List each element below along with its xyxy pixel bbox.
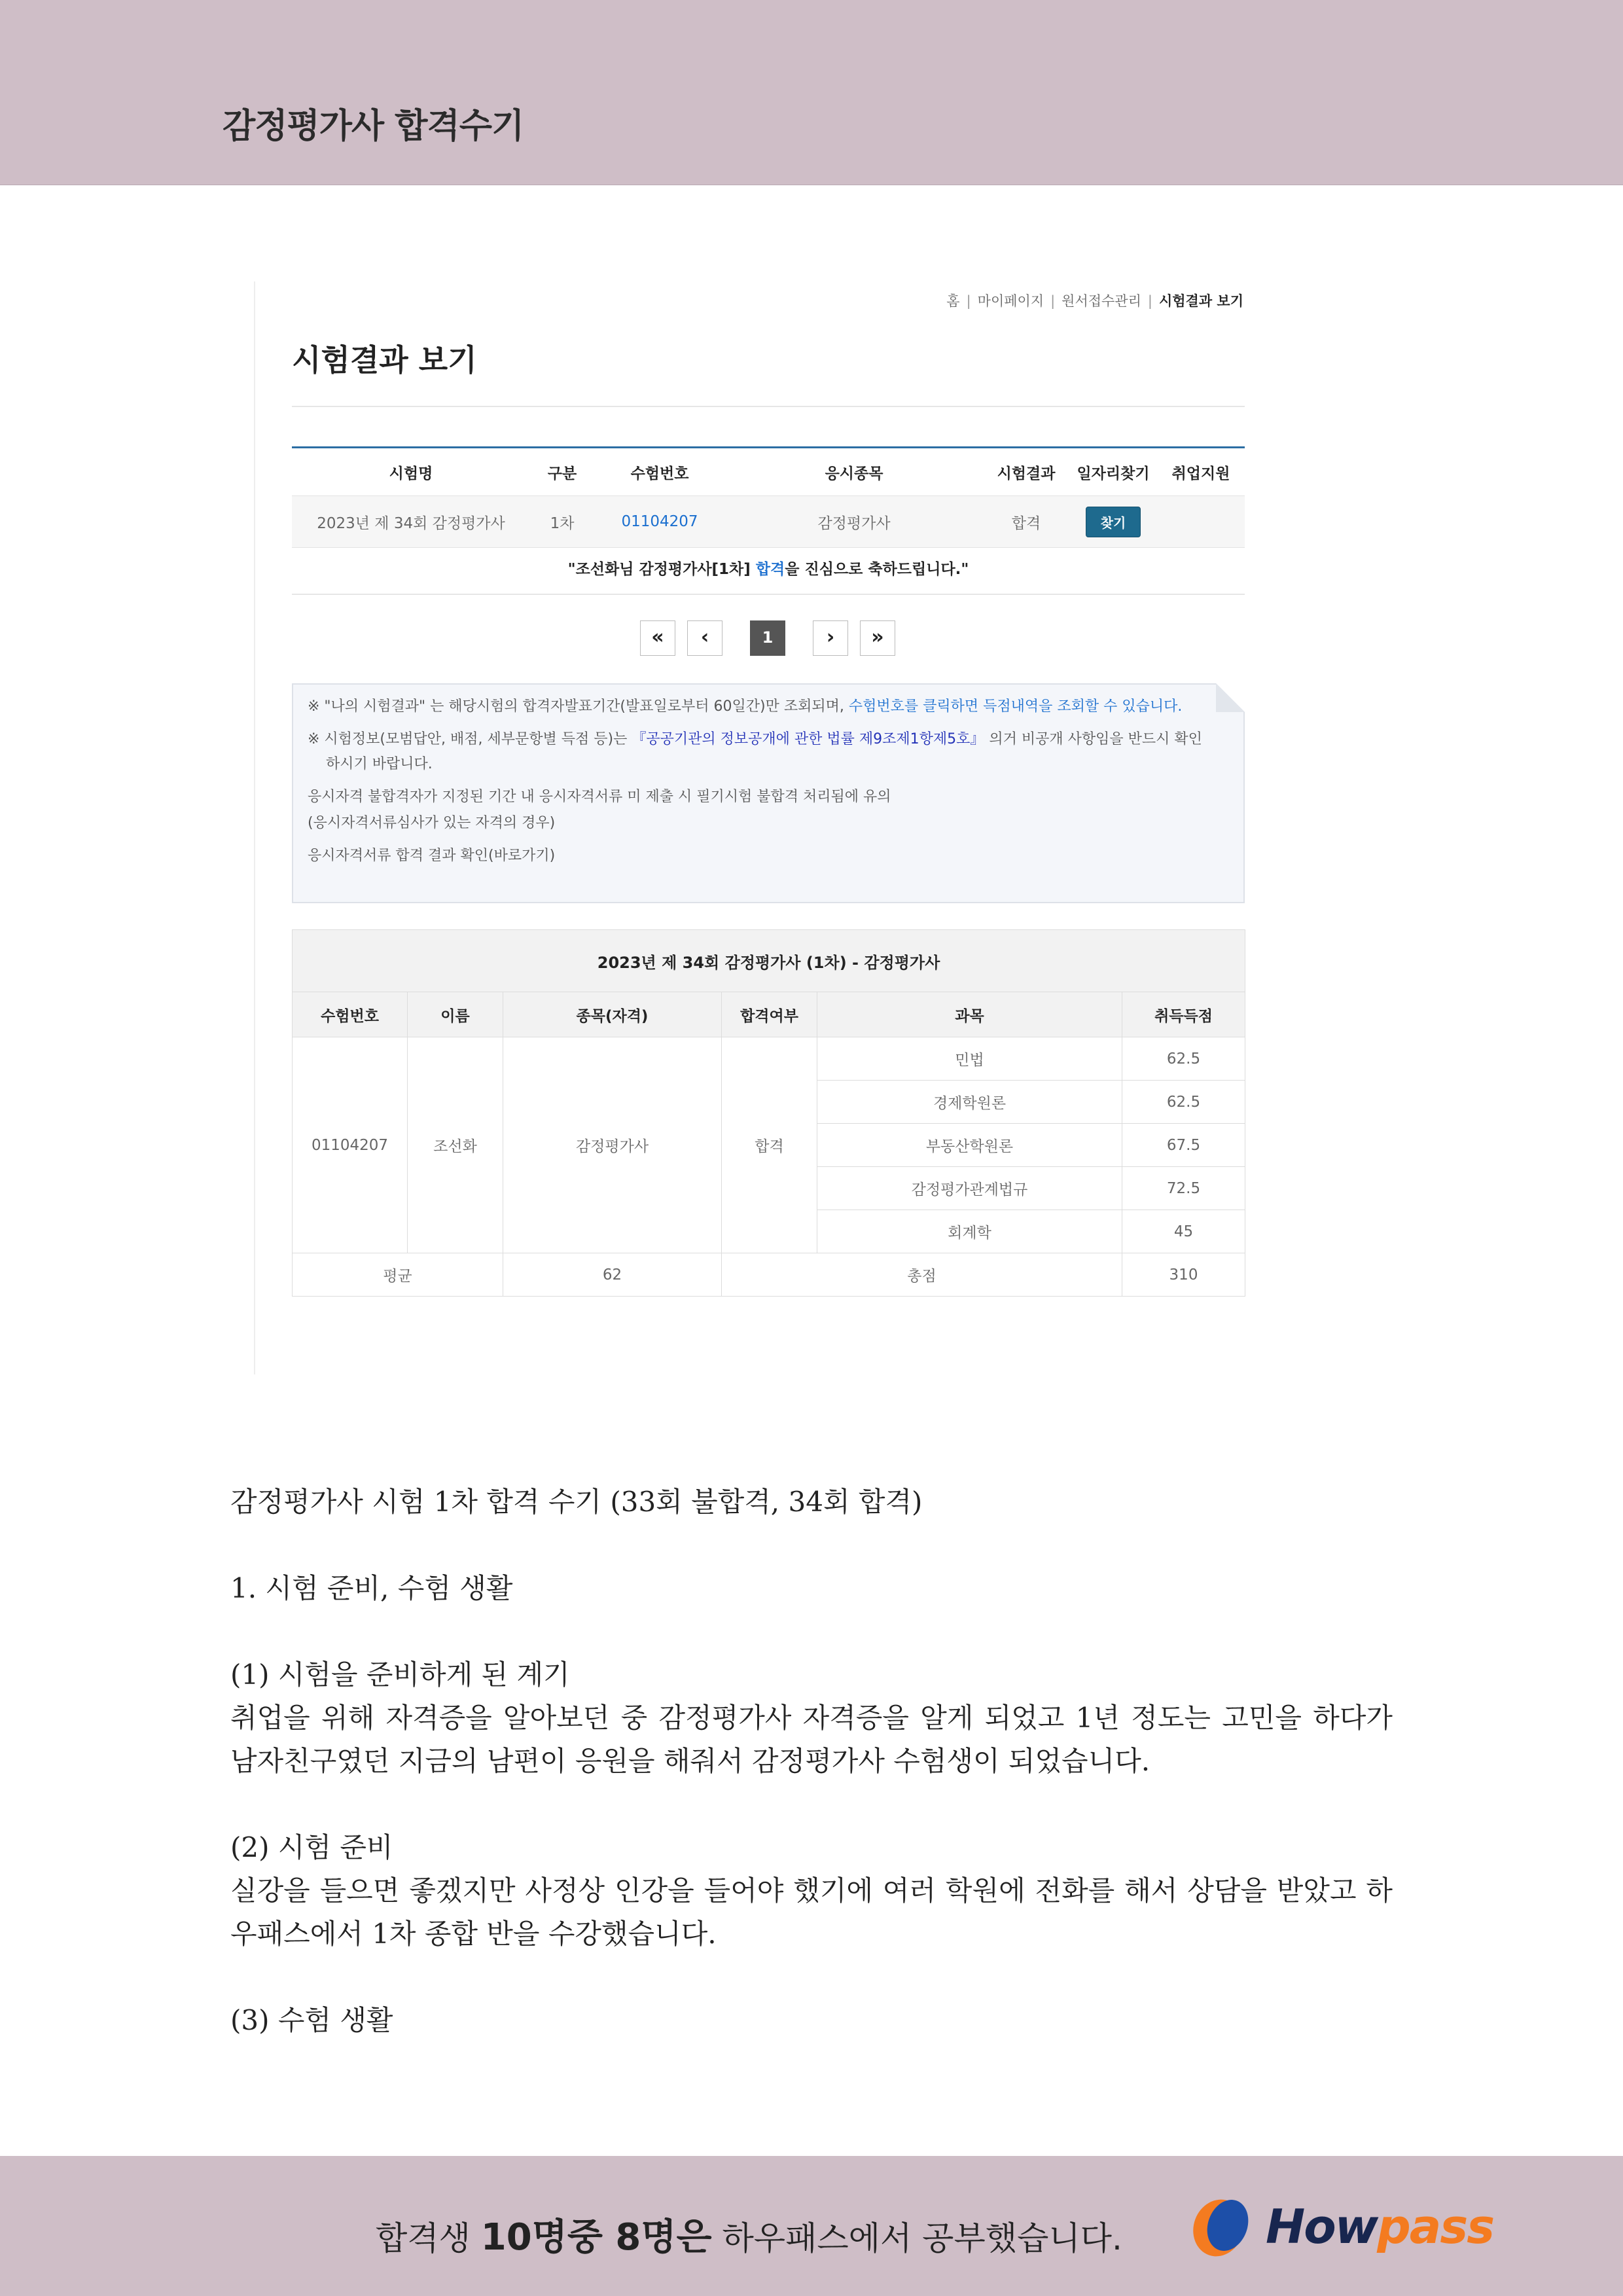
table-row	[292, 496, 1245, 548]
exam-number-link[interactable]: 01104207	[594, 496, 725, 548]
logo-pass: pass	[1377, 2199, 1494, 2254]
breadcrumb-separator: |	[1147, 293, 1152, 309]
cell-job-search	[1069, 496, 1157, 548]
col-result: 시험결과	[983, 448, 1069, 496]
notice-line: (응시자격서류심사가 있는 자격의 경우)	[308, 815, 556, 831]
congrats-highlight: 합격	[755, 561, 785, 578]
congrats-message	[292, 545, 1245, 595]
document-result-link[interactable]: 응시자격서류 합격 결과 확인(바로가기)	[308, 848, 556, 864]
congrats-text: 을 진심으로 축하드립니다."	[785, 561, 969, 578]
howpass-logo-text	[1266, 2199, 1493, 2254]
col-exam-name: 시험명	[292, 448, 530, 496]
subsection-heading: (1) 시험을 준비하게 된 계기	[230, 1659, 570, 1691]
notice-box	[292, 683, 1245, 903]
col-job-support: 취업지원	[1157, 448, 1245, 496]
spacer	[230, 1783, 1393, 1826]
panel-title: 시험결과 보기	[292, 342, 477, 378]
cell-course: 경제학원론	[817, 1081, 1122, 1124]
spacer	[230, 1610, 1393, 1653]
breadcrumb-mypage[interactable]: 마이페이지	[977, 293, 1044, 309]
cell-name: 조선화	[408, 1037, 503, 1253]
col-qualification: 종목(자격)	[503, 992, 722, 1037]
slogan-text: 하우패스에서 공부했습니다.	[711, 2219, 1122, 2257]
cell-subject: 감정평가사	[725, 496, 983, 548]
cell-course: 회계학	[817, 1210, 1122, 1253]
score-header-row	[293, 992, 1245, 1037]
first-page-button[interactable]: «	[640, 620, 675, 656]
cell-score: 62.5	[1122, 1081, 1245, 1124]
law-reference: 『공공기관의 정보공개에 관한 법률 제9조제1항제5호』	[632, 731, 985, 747]
total-value: 310	[1122, 1253, 1245, 1297]
notice-line	[308, 695, 1182, 715]
notice-text: ※ "나의 시험결과" 는 해당시험의 합격자발표기간(발표일로부터 60일간)만 조회되며,	[308, 698, 849, 715]
notice-line	[308, 728, 1202, 748]
breadcrumb-current: 시험결과 보기	[1158, 293, 1243, 309]
subsection-heading: (3) 수험 생활	[230, 2004, 393, 2036]
col-score: 취득득점	[1122, 992, 1245, 1037]
breadcrumb-application[interactable]: 원서접수관리	[1061, 293, 1141, 309]
breadcrumb	[946, 291, 1243, 310]
cell-course: 감정평가관계법규	[817, 1167, 1122, 1210]
col-round: 구분	[530, 448, 594, 496]
cell-result: 합격	[983, 496, 1069, 548]
notice-text: ※ 시험정보(모범답안, 배점, 세부문항별 득점 등)는	[308, 731, 632, 747]
col-pass: 합격여부	[722, 992, 817, 1037]
howpass-logo	[1185, 2194, 1499, 2259]
slogan-emphasis: 10명중 8명은	[480, 2216, 712, 2259]
notice-highlight: 수험번호를 클릭하면 득점내역을 조회할 수 있습니다.	[848, 698, 1183, 715]
summary-row	[293, 1253, 1245, 1297]
table-row	[293, 1037, 1245, 1081]
cell-exam-name: 2023년 제 34회 감정평가사	[292, 496, 530, 548]
article-body	[230, 1480, 1393, 2042]
header-band	[0, 0, 1623, 185]
slogan-text: 합격생	[376, 2219, 481, 2257]
cell-round: 1차	[530, 496, 594, 548]
section-heading: 1. 시험 준비, 수험 생활	[230, 1572, 513, 1604]
notice-line: 하시기 바랍니다.	[326, 756, 433, 772]
cell-score: 62.5	[1122, 1037, 1245, 1081]
col-exam-number: 수험번호	[293, 992, 408, 1037]
col-name: 이름	[408, 992, 503, 1037]
col-job-search: 일자리찾기	[1069, 448, 1157, 496]
footer-slogan	[376, 2208, 1122, 2261]
breadcrumb-separator: |	[1050, 293, 1056, 309]
average-label: 평균	[293, 1253, 503, 1297]
score-caption-row	[293, 930, 1245, 992]
cell-course: 부동산학원론	[817, 1124, 1122, 1167]
footer-band	[0, 2156, 1623, 2296]
col-course: 과목	[817, 992, 1122, 1037]
cell-pass: 합격	[722, 1037, 817, 1253]
prev-page-button[interactable]: ‹	[687, 620, 722, 656]
result-table	[292, 446, 1245, 548]
subsection-heading: (2) 시험 준비	[230, 1831, 393, 1863]
article-title: 감정평가사 시험 1차 합격 수기 (33회 불합격, 34회 합격)	[230, 1486, 923, 1518]
cell-score: 72.5	[1122, 1167, 1245, 1210]
cell-qualification: 감정평가사	[503, 1037, 722, 1253]
page-title: 감정평가사 합격수기	[223, 107, 524, 146]
title-divider	[292, 406, 1245, 407]
breadcrumb-home[interactable]: 홈	[946, 293, 960, 309]
exam-result-panel	[254, 281, 1250, 1374]
cell-exam-number: 01104207	[293, 1037, 408, 1253]
spacer	[230, 1956, 1393, 1999]
find-job-button[interactable]: 찾기	[1086, 507, 1141, 537]
score-table	[292, 929, 1245, 1297]
result-table-header	[292, 448, 1245, 496]
howpass-logo-mark-icon	[1185, 2194, 1263, 2259]
col-subject: 응시종목	[725, 448, 983, 496]
cell-job-support	[1157, 496, 1245, 548]
paragraph: 취업을 위해 자격증을 알아보던 중 감정평가사 자격증을 알게 되었고 1년 정도는 고민을 하다가 남자친구였던 지금의 남편이 응원을 해줘서 감정평가사 수험생이 되었습니다.	[230, 1702, 1393, 1777]
spacer	[230, 1524, 1393, 1567]
cell-course: 민법	[817, 1037, 1122, 1081]
notice-text: 의거 비공개 사항임을 반드시 확인	[984, 731, 1202, 747]
cell-score: 45	[1122, 1210, 1245, 1253]
next-page-button[interactable]: ›	[813, 620, 848, 656]
page-1-button[interactable]: 1	[750, 620, 785, 656]
paragraph: 실강을 들으면 좋겠지만 사정상 인강을 들어야 했기에 여러 학원에 전화를 해서 상담을 받았고 하우패스에서 1차 종합 반을 수강했습니다.	[230, 1874, 1393, 1950]
notice-line: 응시자격 불합격자가 지정된 기간 내 응시자격서류 미 제출 시 필기시험 불합격 처리됨에 유의	[308, 789, 891, 805]
col-exam-number: 수험번호	[594, 448, 725, 496]
average-value: 62	[503, 1253, 722, 1297]
page-fold-icon	[1216, 683, 1245, 712]
logo-how: How	[1266, 2199, 1378, 2254]
breadcrumb-separator: |	[966, 293, 971, 309]
cell-score: 67.5	[1122, 1124, 1245, 1167]
last-page-button[interactable]: »	[860, 620, 895, 656]
total-label: 총점	[722, 1253, 1122, 1297]
congrats-text: "조선화님 감정평가사[1차]	[567, 561, 756, 578]
score-caption: 2023년 제 34회 감정평가사 (1차) - 감정평가사	[293, 930, 1245, 992]
